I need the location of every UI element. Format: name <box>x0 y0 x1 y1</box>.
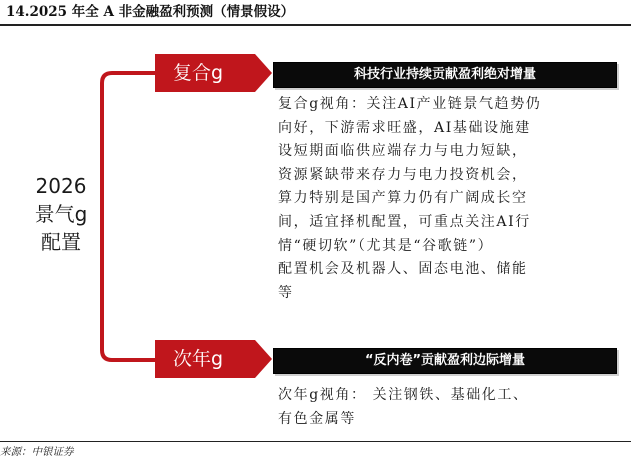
branch-header-tech: 科技行业持续贡献盈利绝对增量 <box>273 62 617 88</box>
tag-compound-g <box>155 54 272 92</box>
branch-description-next-year <box>278 384 626 431</box>
center-line-3: 配置 <box>41 230 81 254</box>
center-line-1: 2026 <box>35 174 87 198</box>
tag-label: 复合g <box>173 62 224 84</box>
desc-line: 设短期面临供应端存力与电力短缺， <box>278 143 528 160</box>
bracket-line <box>102 73 155 360</box>
desc-line: 等 <box>278 284 294 301</box>
desc-line: 算力特别是国产算力仍有广阔成长空 <box>278 190 528 207</box>
bottom-divider <box>0 441 631 442</box>
tag-label: 次年g <box>173 348 224 370</box>
desc-line: 复合g视角：关注AI产业链景气趋势仍 <box>278 96 542 112</box>
source-note: 来源：中银证券 <box>0 446 74 458</box>
desc-line: 情“硬切软”（尤其是“谷歌链”） <box>278 237 494 254</box>
desc-line: 次年g视角： 关注钢铁、基础化工、 <box>278 387 529 403</box>
branch-header-anti-involution: “反内卷”贡献盈利边际增量 <box>273 348 617 374</box>
branch-description-compound <box>278 93 626 305</box>
desc-line: 有色金属等 <box>278 410 356 427</box>
desc-line: 资源紧缺带来存力与电力投资机会， <box>278 166 528 183</box>
tag-next-year-g <box>155 340 272 378</box>
figure-title: 14.2025 年全 A 非金融盈利预测（情景假设） <box>6 4 295 20</box>
desc-line: 配置机会及机器人、固态电池、储能 <box>278 261 528 278</box>
center-label <box>22 172 100 256</box>
desc-line: 向好，下游需求旺盛，AI基础设施建 <box>278 119 531 136</box>
desc-line: 间，适宜择机配置，可重点关注AI行 <box>278 213 531 230</box>
center-line-2: 景气g <box>34 202 88 226</box>
